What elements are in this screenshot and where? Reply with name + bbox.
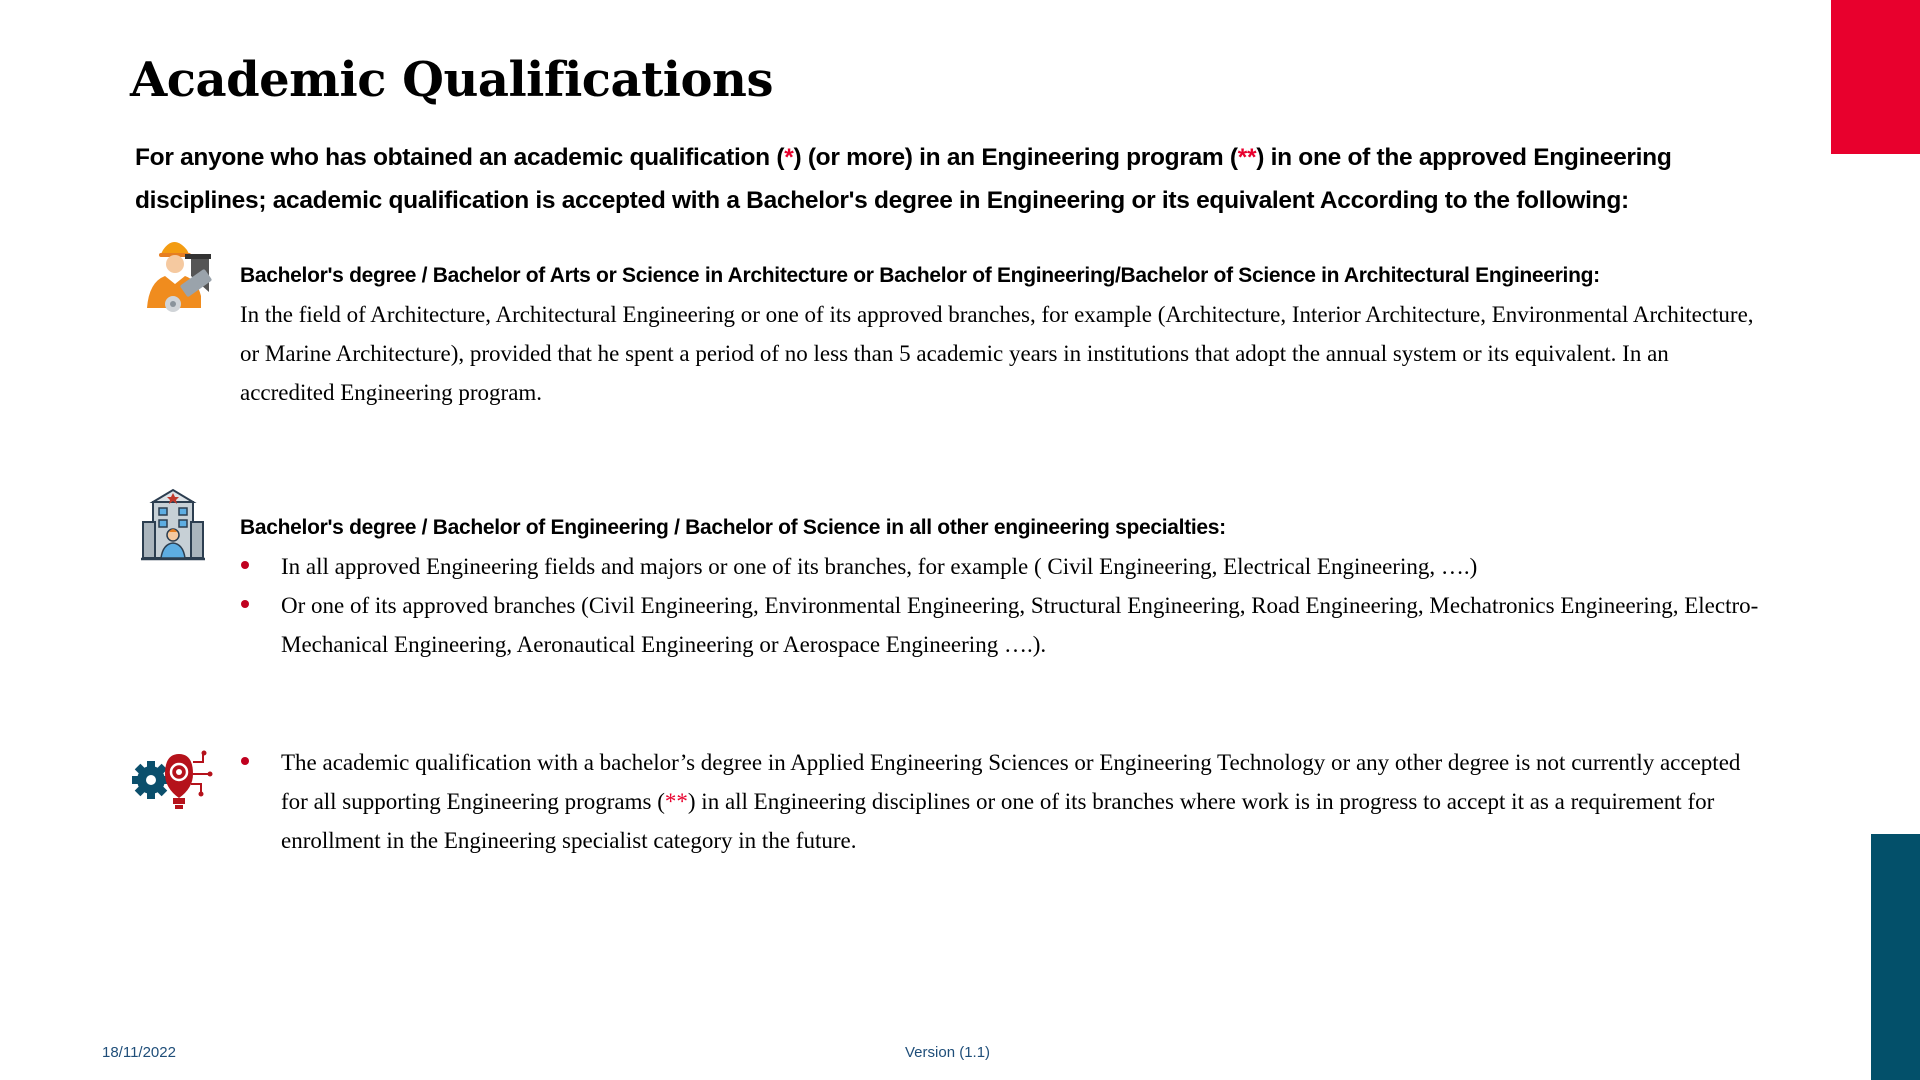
applied-engineering-section <box>240 743 1760 860</box>
list-item <box>240 547 1760 586</box>
architect-icon <box>143 236 215 314</box>
engineering-bullet-list <box>240 547 1760 664</box>
intro-text-part1: For anyone who has obtained an academic qualification ( <box>135 144 785 171</box>
engineering-bullet-text: In all approved Engineering fields and majors or one of its branches, for example ( Civil Engineering, Electrical Engineering, ….) <box>281 554 1478 579</box>
footer-version: Version (1.1) <box>905 1044 991 1061</box>
list-item <box>240 586 1760 664</box>
intro-text-part2: ) (or more) in an Engineering program ( <box>793 144 1238 171</box>
list-item <box>240 743 1760 860</box>
bullet-dot-icon <box>241 561 249 569</box>
architecture-degree-section <box>240 256 1760 412</box>
applied-bullet-text-part2: ) in all Engineering disciplines or one of its branches where work is in progress to accept it as a requirement for enrollment in the Engineering specialist category in the future. <box>281 789 1715 853</box>
applied-double-asterisk-mark: ** <box>664 789 688 814</box>
intro-double-asterisk-mark: ** <box>1237 144 1257 171</box>
architecture-degree-heading: Bachelor's degree / Bachelor of Arts or Science in Architecture or Bachelor of Engineering/Bachelor of Science in Architectural Engineering: <box>240 264 1600 287</box>
bullet-dot-icon <box>241 757 249 765</box>
intro-text-part3: ) in one of the approved Engineering disciplines; academic qualification is accepted with a Bachelor's degree in Engineering or its equivalent According to the following: <box>135 144 1672 214</box>
footer-date: 18/11/2022 <box>102 1044 176 1061</box>
engineering-degree-heading: Bachelor's degree / Bachelor of Engineering / Bachelor of Science in all other engineering specialties: <box>240 516 1226 539</box>
gear-lightbulb-icon <box>131 748 215 814</box>
engineering-degree-section <box>240 508 1760 664</box>
architecture-degree-body: In the field of Architecture, Architectural Engineering or one of its approved branches, for example (Architecture, Interior Architecture, Environmental Architecture, or Marine Architecture), provided that he spent a period of no less than 5 academic years in institutions that adopt the annual system or its equivalent. In an accredited Engineering program. <box>240 302 1754 405</box>
engineer-building-icon <box>139 488 217 566</box>
page-title: Academic Qualifications <box>130 52 773 108</box>
intro-paragraph <box>135 136 1775 222</box>
engineering-bullet-text: Or one of its approved branches (Civil Engineering, Environmental Engineering, Structural Engineering, Road Engineering, Mechatronics Engineering, Electro-Mechanical Engineering, Aeronautical Engineering or Aerospace Engineering ….). <box>281 593 1759 657</box>
bullet-dot-icon <box>241 600 249 608</box>
red-accent-block <box>1831 0 1920 154</box>
applied-engineering-bullet-list <box>240 743 1760 860</box>
applied-bullet-text-part1: The academic qualification with a bachelor’s degree in Applied Engineering Sciences or Engineering Technology or any other degree is not currently accepted for all supporting Engineering programs ( <box>281 750 1741 814</box>
intro-asterisk-mark: * <box>784 144 794 171</box>
teal-accent-block <box>1871 834 1920 1080</box>
